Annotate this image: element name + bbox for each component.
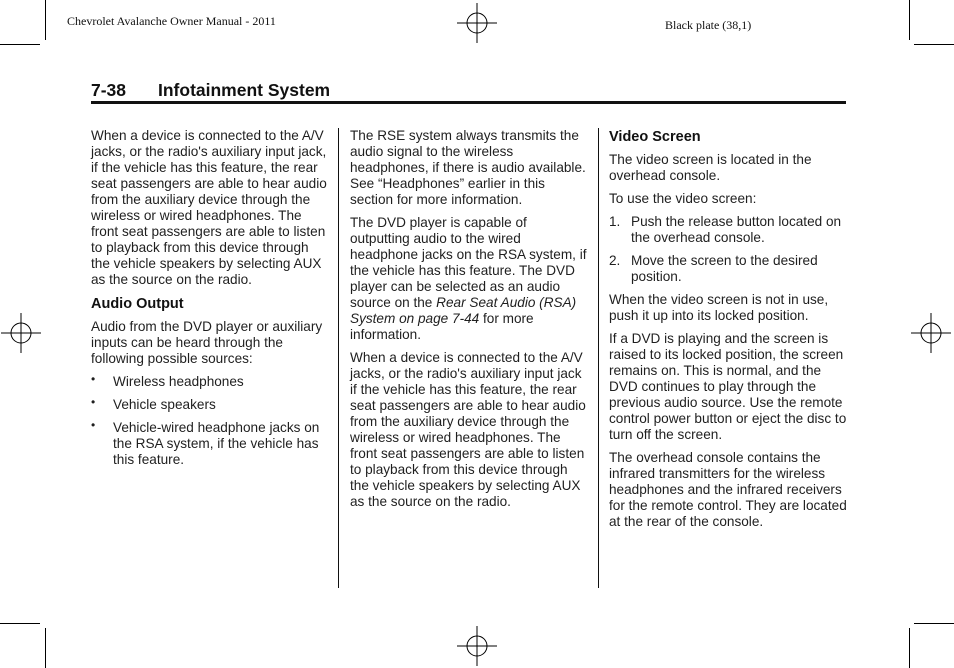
- registration-target-icon: [457, 626, 497, 666]
- list-item: 1. Push the release button located on the overhead console.: [609, 214, 842, 245]
- column-divider: [338, 128, 339, 588]
- crop-mark: [0, 623, 40, 624]
- crop-mark: [45, 628, 46, 668]
- paragraph: The DVD player is capable of outputting audio to the wired headphone jacks on the RSA system, if the vehicle has this feature. The DVD player can be selected as an audio source on the Rear Seat Audio (RSA) System on page 7-44 for more information.: [350, 215, 587, 342]
- plate-label: Black plate (38,1): [665, 18, 752, 32]
- step-number: 2.: [609, 253, 621, 268]
- page-number: 7-38: [91, 80, 127, 100]
- paragraph: The RSE system always transmits the audio signal to the wireless headphones, if there is audio available. See “Headphones” earlier in this section for more information.: [350, 128, 586, 207]
- bullet-marker: •: [91, 418, 96, 432]
- steps-list: [609, 214, 849, 285]
- list-item: • Vehicle-wired headphone jacks on the RSA system, if the vehicle has this feature.: [91, 418, 320, 467]
- paragraph: If a DVD is playing and the screen is raised to its locked position, the screen remains on. This is normal, and the DVD continues to play through the previous audio source. Use the remote control power button or eject the disc to turn off the screen.: [609, 331, 847, 442]
- list-item: • Wireless headphones: [91, 372, 244, 389]
- bullet-list: [91, 374, 329, 468]
- column-3: [609, 128, 849, 537]
- section-title: Infotainment System: [158, 80, 331, 100]
- crop-mark: [914, 623, 954, 624]
- cross-reference-link[interactable]: Rear Seat Audio (RSA) System on page 7-44: [350, 295, 577, 326]
- paragraph: The video screen is located in the overhead console.: [609, 152, 812, 183]
- crop-mark: [914, 44, 954, 45]
- running-header-title: Chevrolet Avalanche Owner Manual - 2011: [67, 14, 276, 28]
- step-number: 1.: [609, 214, 621, 229]
- list-item: • Vehicle speakers: [91, 395, 216, 412]
- crop-mark: [909, 628, 910, 668]
- paragraph: To use the video screen:: [609, 191, 757, 206]
- crop-mark: [0, 44, 40, 45]
- paragraph: The overhead console contains the infrared transmitters for the wireless headphones and the infrared receivers for the remote control. They are located at the rear of the console.: [609, 450, 847, 529]
- crop-mark: [45, 0, 46, 40]
- bullet-marker: •: [91, 372, 96, 386]
- paragraph: When the video screen is not in use, push it up into its locked position.: [609, 292, 829, 323]
- paragraph: When a device is connected to the A/V jacks, or the radio's auxiliary input jack if the vehicle has this feature, the rear seat passengers are able to hear audio from the auxiliary device through the wireless or wired headphones. The front seat passengers are able to listen to playback from this device through the vehicle speakers by selecting AUX as the source on the radio.: [350, 350, 586, 509]
- registration-target-icon: [1, 313, 41, 353]
- registration-target-icon: [457, 3, 497, 43]
- paragraph: When a device is connected to the A/V jacks, or the radio's auxiliary input jack, if the vehicle has this feature, the rear seat passengers are able to hear audio from the auxiliary device through the wireless or wired headphones. The front seat passengers are able to listen to playback from this device through the vehicle speakers by selecting AUX as the source on the radio.: [91, 128, 327, 287]
- heading-rule: [91, 101, 846, 104]
- column-divider: [598, 128, 599, 588]
- bullet-marker: •: [91, 395, 96, 409]
- registration-target-icon: [911, 313, 951, 353]
- paragraph: Audio from the DVD player or auxiliary inputs can be heard through the following possible sources:: [91, 319, 323, 366]
- column-2: [350, 128, 590, 517]
- subheading-audio-output: Audio Output: [91, 296, 184, 312]
- list-item: 2. Move the screen to the desired position.: [609, 253, 818, 284]
- column-1: [91, 128, 329, 475]
- section-heading: [91, 80, 846, 101]
- crop-mark: [909, 0, 910, 40]
- subheading-video-screen: Video Screen: [609, 129, 701, 145]
